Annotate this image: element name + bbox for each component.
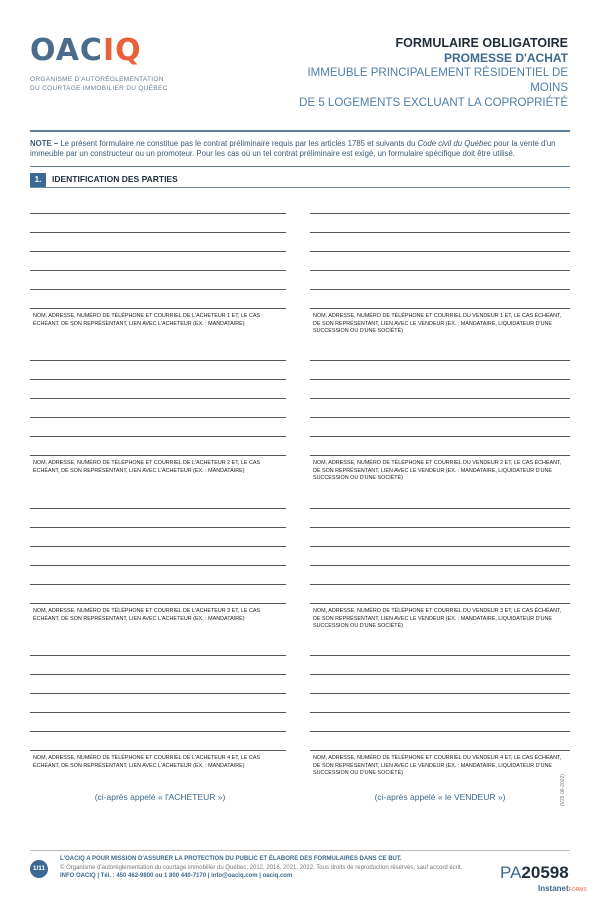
buyer-2-entry-line[interactable] — [30, 417, 286, 418]
seller-2-entry-line[interactable] — [310, 398, 570, 399]
form-number: 20598 — [521, 863, 569, 882]
buyer-2-entry-line[interactable] — [30, 398, 286, 399]
oaciq-logo — [30, 28, 190, 108]
buyer-2-entry-line[interactable] — [30, 436, 286, 437]
buyer-4-entry-line[interactable] — [30, 674, 286, 675]
section-number: 1. — [30, 173, 46, 187]
seller-4-entry-line[interactable] — [310, 655, 570, 656]
buyer-3-label: NOM, ADRESSE, NUMÉRO DE TÉLÉPHONE ET COURRIEL DE L'ACHETEUR 3 ET, LE CAS ÉCHÉANT, DE SON REPRÉSENTANT, LIEN AVEC L'ACHETEUR (EX. : MANDATAIRE) — [33, 608, 261, 622]
form-title-promise: PROMESSE D'ACHAT — [444, 51, 568, 65]
logo-accent: IQ — [102, 33, 142, 68]
form-code: PA20598 — [500, 863, 569, 882]
page-number-badge: 1/11 — [30, 860, 48, 878]
note-divider — [30, 166, 570, 167]
seller-3-entry-line[interactable] — [310, 527, 570, 528]
seller-1-entry-line[interactable] — [310, 251, 570, 252]
section-header — [30, 173, 570, 188]
buyer-3-entry-line[interactable] — [30, 584, 286, 585]
footer-text — [60, 855, 480, 881]
seller-1-entry-line[interactable] — [310, 308, 570, 309]
buyer-3-entry-line[interactable] — [30, 508, 286, 509]
seller-2-entry-line[interactable] — [310, 360, 570, 361]
seller-3-entry-line[interactable] — [310, 603, 570, 604]
footer-mission: L'OACIQ A POUR MISSION D'ASSURER LA PROTECTION DU PUBLIC ET ÉLABORE DES FORMULAIRES DANS CE BUT. — [60, 856, 402, 862]
seller-4-entry-line[interactable] — [310, 750, 570, 751]
instanet-forms-logo: InstanetFORMS — [538, 884, 587, 893]
buyer-4-entry-line[interactable] — [30, 693, 286, 694]
seller-3-entry-line[interactable] — [310, 565, 570, 566]
seller-3-label: NOM, ADRESSE, NUMÉRO DE TÉLÉPHONE ET COURRIEL DU VENDEUR 3 ET, LE CAS ÉCHÉANT, DE SON REPRÉSENTANT, LIEN AVEC LE VENDEUR (EX. : MANDATAIRE, LIQUIDATEUR D'UNE SUCCESSION OU D'UNE SOCIÉTÉ) — [313, 608, 562, 629]
seller-1-entry-line[interactable] — [310, 213, 570, 214]
buyer-1-entry-line[interactable] — [30, 251, 286, 252]
buyer-1-entry-line[interactable] — [30, 213, 286, 214]
seller-3-entry-line[interactable] — [310, 508, 570, 509]
seller-caption: (ci-après appelé « le VENDEUR ») — [374, 792, 506, 802]
form-title-block — [268, 36, 568, 111]
header-divider — [30, 130, 570, 132]
buyer-2-entry-line[interactable] — [30, 379, 286, 380]
footer-divider — [30, 850, 570, 851]
buyer-caption: (ci-après appelé « l'ACHETEUR ») — [94, 792, 226, 802]
buyer-4-entry-line[interactable] — [30, 750, 286, 751]
buyer-1-entry-line[interactable] — [30, 232, 286, 233]
buyer-3-entry-line[interactable] — [30, 527, 286, 528]
footer-copyright: © Organisme d'autoréglementation du courtage immobilier du Québec, 2012, 2016, 2021, 2022. Tous droits de reproduction réservés, sauf accord écrit. — [60, 864, 463, 871]
seller-4-entry-line[interactable] — [310, 693, 570, 694]
seller-4-entry-line[interactable] — [310, 731, 570, 732]
buyer-1-entry-line[interactable] — [30, 270, 286, 271]
form-subtitle-line1: IMMEUBLE PRINCIPALEMENT RÉSIDENTIEL DE MOINS — [307, 67, 568, 94]
buyer-4-label: NOM, ADRESSE, NUMÉRO DE TÉLÉPHONE ET COURRIEL DE L'ACHETEUR 4 ET, LE CAS ÉCHÉANT, DE SON REPRÉSENTANT, LIEN AVEC L'ACHETEUR (EX. : MANDATAIRE) — [33, 755, 261, 769]
buyer-1-entry-line[interactable] — [30, 289, 286, 290]
buyer-3-entry-line[interactable] — [30, 565, 286, 566]
seller-4-entry-line[interactable] — [310, 712, 570, 713]
seller-1-label: NOM, ADRESSE, NUMÉRO DE TÉLÉPHONE ET COURRIEL DU VENDEUR 1 ET, LE CAS ÉCHÉANT, DE SON REPRÉSENTANT, LIEN AVEC LE VENDEUR (EX. : MANDATAIRE, LIQUIDATEUR D'UNE SUCCESSION OU D'UNE SOCIÉTÉ) — [313, 313, 562, 334]
seller-4-label: NOM, ADRESSE, NUMÉRO DE TÉLÉPHONE ET COURRIEL DU VENDEUR 4 ET, LE CAS ÉCHÉANT, DE SON REPRÉSENTANT, LIEN AVEC LE VENDEUR (EX. : MANDATAIRE, LIQUIDATEUR D'UNE SUCCESSION OU D'UNE SOCIÉTÉ) — [313, 755, 562, 776]
buyer-1-label: NOM, ADRESSE, NUMÉRO DE TÉLÉPHONE ET COURRIEL DE L'ACHETEUR 1 ET, LE CAS ÉCHÉANT, DE SON REPRÉSENTANT, LIEN AVEC L'ACHETEUR (EX. : MANDATAIRE) — [33, 313, 261, 327]
seller-1-entry-line[interactable] — [310, 270, 570, 271]
seller-3-entry-line[interactable] — [310, 584, 570, 585]
buyer-2-entry-line[interactable] — [30, 455, 286, 456]
form-subtitle-line2: DE 5 LOGEMENTS EXCLUANT LA COPROPRIÉTÉ — [299, 97, 568, 109]
logo-wordmark: OACIQ — [30, 33, 142, 68]
buyer-2-entry-line[interactable] — [30, 360, 286, 361]
seller-2-entry-line[interactable] — [310, 455, 570, 456]
seller-2-entry-line[interactable] — [310, 436, 570, 437]
section-title: IDENTIFICATION DES PARTIES — [52, 174, 178, 184]
seller-1-entry-line[interactable] — [310, 232, 570, 233]
footer-contact: INFO OACIQ | Tél. : 450 462-9800 ou 1 800 440-7170 | info@oaciq.com | oaciq.com — [60, 873, 293, 879]
buyer-1-entry-line[interactable] — [30, 308, 286, 309]
seller-4-entry-line[interactable] — [310, 674, 570, 675]
seller-2-entry-line[interactable] — [310, 417, 570, 418]
buyer-4-entry-line[interactable] — [30, 731, 286, 732]
note-paragraph: NOTE – Le présent formulaire ne constitue pas le contrat préliminaire requis par les articles 1785 et suivants du Code civil du Québec pour la vente d'un immeuble par un constructeur ou un promoteur. Pour les cas où un tel contrat préliminaire est exigé, un formulaire spécifique doit être utilisé. — [30, 139, 556, 158]
seller-3-entry-line[interactable] — [310, 546, 570, 547]
buyer-3-entry-line[interactable] — [30, 546, 286, 547]
version-label: (V29 06-2022) — [560, 774, 566, 806]
buyer-4-entry-line[interactable] — [30, 712, 286, 713]
buyer-2-label: NOM, ADRESSE, NUMÉRO DE TÉLÉPHONE ET COURRIEL DE L'ACHETEUR 2 ET, LE CAS ÉCHÉANT, DE SON REPRÉSENTANT, LIEN AVEC L'ACHETEUR (EX. : MANDATAIRE) — [33, 460, 261, 474]
logo-subtitle: ORGANISME D'AUTORÉGLEMENTATION DU COURTAGE IMMOBILIER DU QUÉBEC — [30, 76, 168, 92]
seller-2-label: NOM, ADRESSE, NUMÉRO DE TÉLÉPHONE ET COURRIEL DU VENDEUR 2 ET, LE CAS ÉCHÉANT, DE SON REPRÉSENTANT, LIEN AVEC LE VENDEUR (EX. : MANDATAIRE, LIQUIDATEUR D'UNE SUCCESSION OU D'UNE SOCIÉTÉ) — [313, 460, 562, 481]
seller-2-entry-line[interactable] — [310, 379, 570, 380]
buyer-3-entry-line[interactable] — [30, 603, 286, 604]
seller-1-entry-line[interactable] — [310, 289, 570, 290]
form-title-mandatory: FORMULAIRE OBLIGATOIRE — [395, 36, 568, 50]
buyer-4-entry-line[interactable] — [30, 655, 286, 656]
